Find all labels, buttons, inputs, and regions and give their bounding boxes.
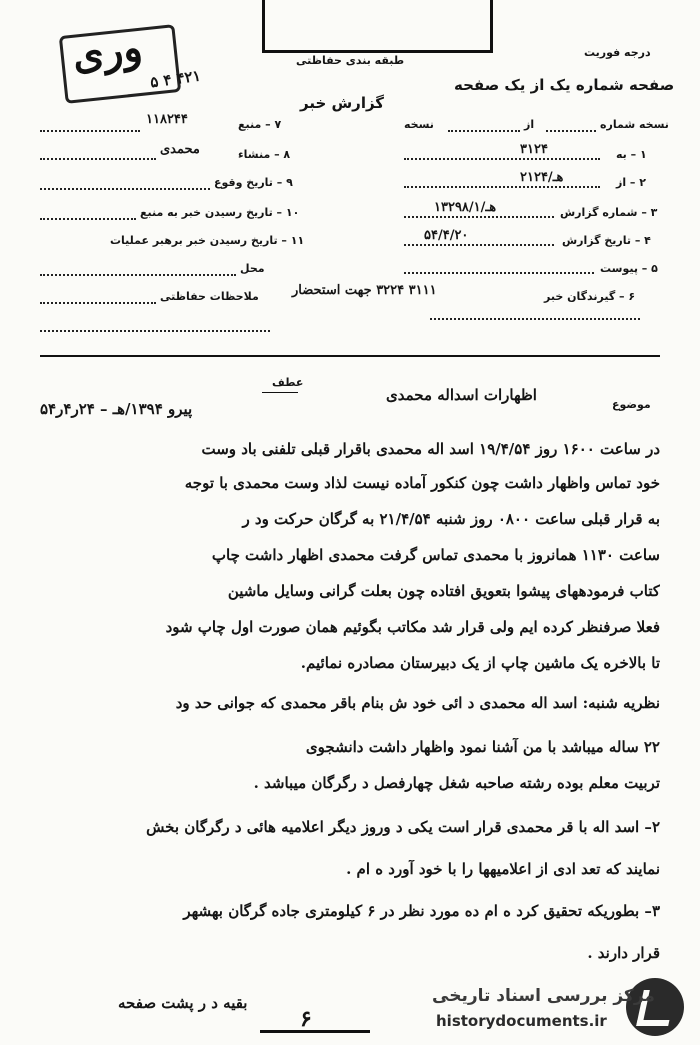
- copy-label: نسخه شماره: [600, 118, 669, 131]
- footer-page-mark: ۶: [300, 1006, 312, 1032]
- report-type-title: گزارش خبر: [300, 94, 385, 112]
- body-line-1: در ساعت ۱۶۰۰ روز ۱۹/۴/۵۴ اسد اله محمدی باقرار قبلی تلفنی باد وست: [201, 440, 660, 458]
- subject-value: اظهارات اسداله محمدی: [386, 386, 537, 404]
- classification-box-right: [490, 0, 493, 52]
- classification-label: طبقه بندی حفاظتی: [296, 54, 405, 67]
- body-line-13: ۳– بطوریکه تحقیق کرد ه ام ده مورد نظر در ۶ کیلومتری جاده گرگان بهشهر: [183, 902, 660, 920]
- field-from-value: ۲۱۲۴/هـ: [520, 170, 564, 185]
- body-line-3: به قرار قبلی ساعت ۰۸۰۰ روز شنبه ۲۱/۴/۵۴ به گرگان حرکت ود ر: [242, 510, 660, 528]
- urgency-label: درجه فوریت: [584, 46, 651, 59]
- reference-value: پیرو ۱۳۹۴/هـ – ۲۴ر۴ر۵۴: [40, 400, 193, 418]
- field-attachment-label: ۵ – پیوست: [600, 262, 658, 275]
- field-report-number-label: ۳ – شماره گزارش: [560, 206, 658, 219]
- field-to-value: ۳۱۲۴: [520, 142, 548, 157]
- body-line-7: تا بالاخره یک ماشین چاپ از یک دبیرستان مصادره نمائیم.: [300, 654, 660, 672]
- field-source-value: ۱۱۸۲۴۴: [146, 112, 188, 127]
- reference-underline: [262, 392, 298, 393]
- body-line-5: کتاب فرمودههای پیشوا بتعویق افتاده چون بعلت گرانی وسایل ماشین: [227, 582, 660, 600]
- classification-box-bottom: [262, 50, 493, 53]
- classification-box-left: [262, 0, 265, 52]
- watermark-title: مرکز بررسی اسناد تاریخی: [432, 986, 655, 1006]
- copy-suffix-label: نسخه: [404, 118, 434, 131]
- field-origin-value: محمدی: [160, 142, 200, 157]
- reference-head: عطف: [272, 376, 304, 389]
- field-report-date-label: ۴ – تاریخ گزارش: [562, 234, 651, 247]
- field-to-label: ۱ – به: [616, 148, 647, 161]
- field-location-label: محل: [240, 262, 265, 275]
- body-line-12: نمایند که تعد ادی از اعلامیهها را با خود آورد ه ام .: [346, 860, 660, 878]
- page-count-label: صفحه شماره یک از یک صفحه: [454, 76, 675, 94]
- copy-from-label: از: [524, 118, 535, 131]
- field-occurrence-date-label: ۹ – تاریخ وقوع: [214, 176, 293, 189]
- field-recipients-label: ۶ – گیرندگان خبر: [544, 290, 636, 303]
- body-line-10: تربیت معلم بوده رشته صاحبه شغل چهارفصل د رگرگان میباشد .: [253, 774, 660, 792]
- body-line-14: قرار دارند .: [587, 944, 660, 962]
- watermark-url: historydocuments.ir: [436, 1012, 607, 1030]
- footer-mark-line: [260, 1030, 370, 1033]
- field-from-label: ۲ – از: [616, 176, 646, 189]
- field-origin-label: ۸ – منشاء: [238, 148, 291, 161]
- field-report-number-value: ۱۳۲۹۸/۱/هـ: [434, 200, 497, 215]
- field-source-receipt-date-label: ۱۰ – تاریخ رسیدن خبر به منبع: [140, 206, 300, 219]
- body-line-9: ۲۲ ساله میباشد با من آشنا نمود واظهار داشت دانشجوی: [305, 738, 660, 756]
- field-source-label: ۷ – منبع: [238, 118, 282, 131]
- body-line-2: خود تماس واظهار داشت چون کنکور آماده نیست لذاد وست محمدی با توجه: [184, 474, 660, 492]
- continued-note: بقیه د ر پشت صفحه: [118, 994, 248, 1012]
- body-line-6: فعلا صرفنظر کرده ایم ولی قرار شد مکاتب بگوئیم همان صورت اول چاپ شود: [165, 618, 660, 636]
- field-leader-receipt-date-label: ۱۱ – تاریخ رسیدن خبر برهبر عملیات: [110, 234, 305, 247]
- field-report-date-value: ۵۴/۴/۲۰: [424, 228, 469, 243]
- field-recipients-value: ۳۱۱۱ ۳۲۲۴ جهت استحضار: [292, 283, 437, 298]
- body-line-4: ساعت ۱۱۳۰ همانروز با محمدی تماس گرفت محمدی اظهار داشت چاپ: [211, 546, 660, 564]
- body-line-11: ۲– اسد اله با قر محمدی قرار است یکی د وروز دیگر اعلامیه هائی د رگرگان بخش: [146, 818, 660, 836]
- field-security-notes-label: ملاحظات حفاظتی: [160, 290, 259, 303]
- header-divider: [40, 355, 660, 357]
- handwritten-note: وری: [69, 23, 145, 80]
- subject-label: موضوع: [612, 398, 651, 411]
- handwritten-reference-number: ۵ ۴ ۴۲۱: [148, 66, 202, 92]
- body-line-8: نظریه شنبه: اسد اله محمدی د ائی خود ش بنام باقر محمدی که جوانی حد ود: [175, 694, 660, 712]
